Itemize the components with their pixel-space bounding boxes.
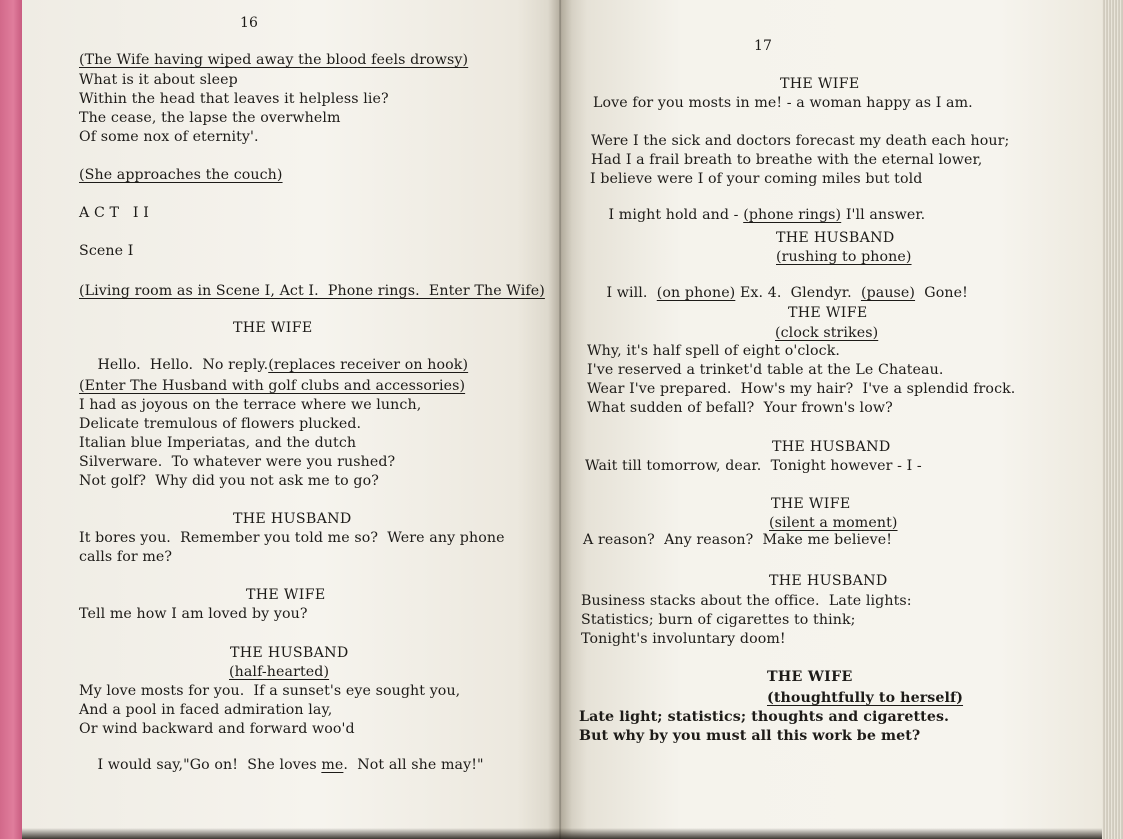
verse-line: What is it about sleep bbox=[79, 72, 238, 88]
dialogue-line: A reason? Any reason? Make me believe! bbox=[583, 532, 893, 548]
dialogue-line bbox=[588, 268, 968, 319]
verse-line: Why, it's half spell of eight o'clock. bbox=[587, 343, 841, 359]
stage-direction: (She approaches the couch) bbox=[79, 167, 283, 183]
speaker-heading: THE WIFE bbox=[233, 320, 313, 336]
stage-direction: (half-hearted) bbox=[229, 664, 330, 680]
right-page bbox=[560, 0, 1108, 839]
stage-direction: (Enter The Husband with golf clubs and accessories) bbox=[79, 378, 466, 394]
dialogue-text: I will. bbox=[606, 285, 657, 301]
verse-line: Wear I've prepared. How's my hair? I've a splendid frock. bbox=[587, 381, 1016, 397]
page-number-left: 16 bbox=[240, 15, 259, 31]
dialogue-line: calls for me? bbox=[79, 549, 173, 565]
verse-line: I had as joyous on the terrace where we lunch, bbox=[79, 397, 422, 413]
verse-line: Of some nox of eternity'. bbox=[79, 129, 259, 145]
stage-direction: (clock strikes) bbox=[775, 325, 879, 341]
verse-line bbox=[79, 740, 484, 791]
stage-direction: (replaces receiver on hook) bbox=[268, 357, 469, 373]
speaker-heading: THE WIFE bbox=[767, 669, 853, 685]
verse-text: I would say,"Go on! She loves bbox=[97, 757, 322, 773]
book-spine bbox=[548, 0, 572, 839]
left-page bbox=[22, 0, 560, 839]
verse-line: Late light; statistics; thoughts and cigarettes. bbox=[579, 709, 950, 725]
speaker-heading: THE HUSBAND bbox=[230, 645, 349, 661]
stage-direction: (silent a moment) bbox=[769, 515, 898, 531]
stage-direction: (thoughtfully to herself) bbox=[767, 690, 964, 706]
speaker-heading: THE WIFE bbox=[788, 305, 868, 321]
page-number-right: 17 bbox=[754, 38, 773, 54]
act-heading: A C T I I bbox=[79, 205, 149, 221]
verse-line: Silverware. To whatever were you rushed? bbox=[79, 454, 396, 470]
verse-line: Had I a frail breath to breathe with the eternal lower, bbox=[591, 152, 983, 168]
speaker-heading: THE HUSBAND bbox=[776, 230, 895, 246]
speaker-heading: THE WIFE bbox=[771, 496, 851, 512]
dialogue-line: It bores you. Remember you told me so? Were any phone bbox=[79, 530, 505, 546]
verse-line: Statistics; burn of cigarettes to think; bbox=[581, 612, 856, 628]
speaker-heading: THE HUSBAND bbox=[233, 511, 352, 527]
verse-line: What sudden of befall? Your frown's low? bbox=[587, 400, 893, 416]
verse-line: Within the head that leaves it helpless lie? bbox=[79, 91, 389, 107]
verse-line: But why by you must all this work be met? bbox=[579, 728, 921, 744]
stage-direction: (pause) bbox=[860, 285, 916, 301]
verse-line: Were I the sick and doctors forecast my death each hour; bbox=[591, 133, 1010, 149]
pink-book-edge bbox=[0, 0, 22, 839]
stage-direction: (The Wife having wiped away the blood feels drowsy) bbox=[79, 52, 469, 68]
stage-direction: (rushing to phone) bbox=[776, 249, 912, 265]
verse-line: Tonight's involuntary doom! bbox=[581, 631, 786, 647]
verse-line: And a pool in faced admiration lay, bbox=[79, 702, 333, 718]
dialogue-text: Ex. 4. Glendyr. bbox=[735, 285, 861, 301]
verse-line: The cease, the lapse the overwhelm bbox=[79, 110, 341, 126]
verse-line: I've reserved a trinket'd table at the Le Chateau. bbox=[587, 362, 944, 378]
speaker-heading: THE HUSBAND bbox=[772, 439, 891, 455]
verse-line: I believe were I of your coming miles but told bbox=[590, 171, 923, 187]
page-edges bbox=[1102, 0, 1123, 839]
stage-direction: (on phone) bbox=[656, 285, 736, 301]
speaker-heading: THE WIFE bbox=[780, 76, 860, 92]
dialogue-line: Love for you mosts in me! - a woman happy as I am. bbox=[593, 95, 973, 111]
dialogue-text: Gone! bbox=[915, 285, 968, 301]
verse-text: I'll answer. bbox=[841, 207, 926, 223]
bottom-shadow bbox=[22, 828, 1102, 839]
stage-direction: (phone rings) bbox=[743, 207, 842, 223]
speaker-heading: THE WIFE bbox=[246, 587, 326, 603]
verse-line: Italian blue Imperiatas, and the dutch bbox=[79, 435, 357, 451]
speaker-heading: THE HUSBAND bbox=[769, 573, 888, 589]
verse-line: Delicate tremulous of flowers plucked. bbox=[79, 416, 362, 432]
verse-line: Business stacks about the office. Late lights: bbox=[581, 593, 912, 609]
verse-line: My love mosts for you. If a sunset's eye sought you, bbox=[79, 683, 461, 699]
scene-heading: Scene I bbox=[79, 243, 134, 259]
verse-text: I might hold and - bbox=[608, 207, 744, 223]
dialogue-text: Hello. Hello. No reply. bbox=[97, 357, 269, 373]
verse-line: Not golf? Why did you not ask me to go? bbox=[79, 473, 379, 489]
verse-text: . Not all she may!" bbox=[343, 757, 484, 773]
dialogue-line: Wait till tomorrow, dear. Tonight however - I - bbox=[585, 458, 922, 474]
dialogue-line: Tell me how I am loved by you? bbox=[79, 606, 308, 622]
stage-direction: (Living room as in Scene I, Act I. Phone rings. Enter The Wife) bbox=[79, 283, 545, 299]
emphasis: me bbox=[321, 757, 344, 773]
verse-line: Or wind backward and forward woo'd bbox=[79, 721, 355, 737]
